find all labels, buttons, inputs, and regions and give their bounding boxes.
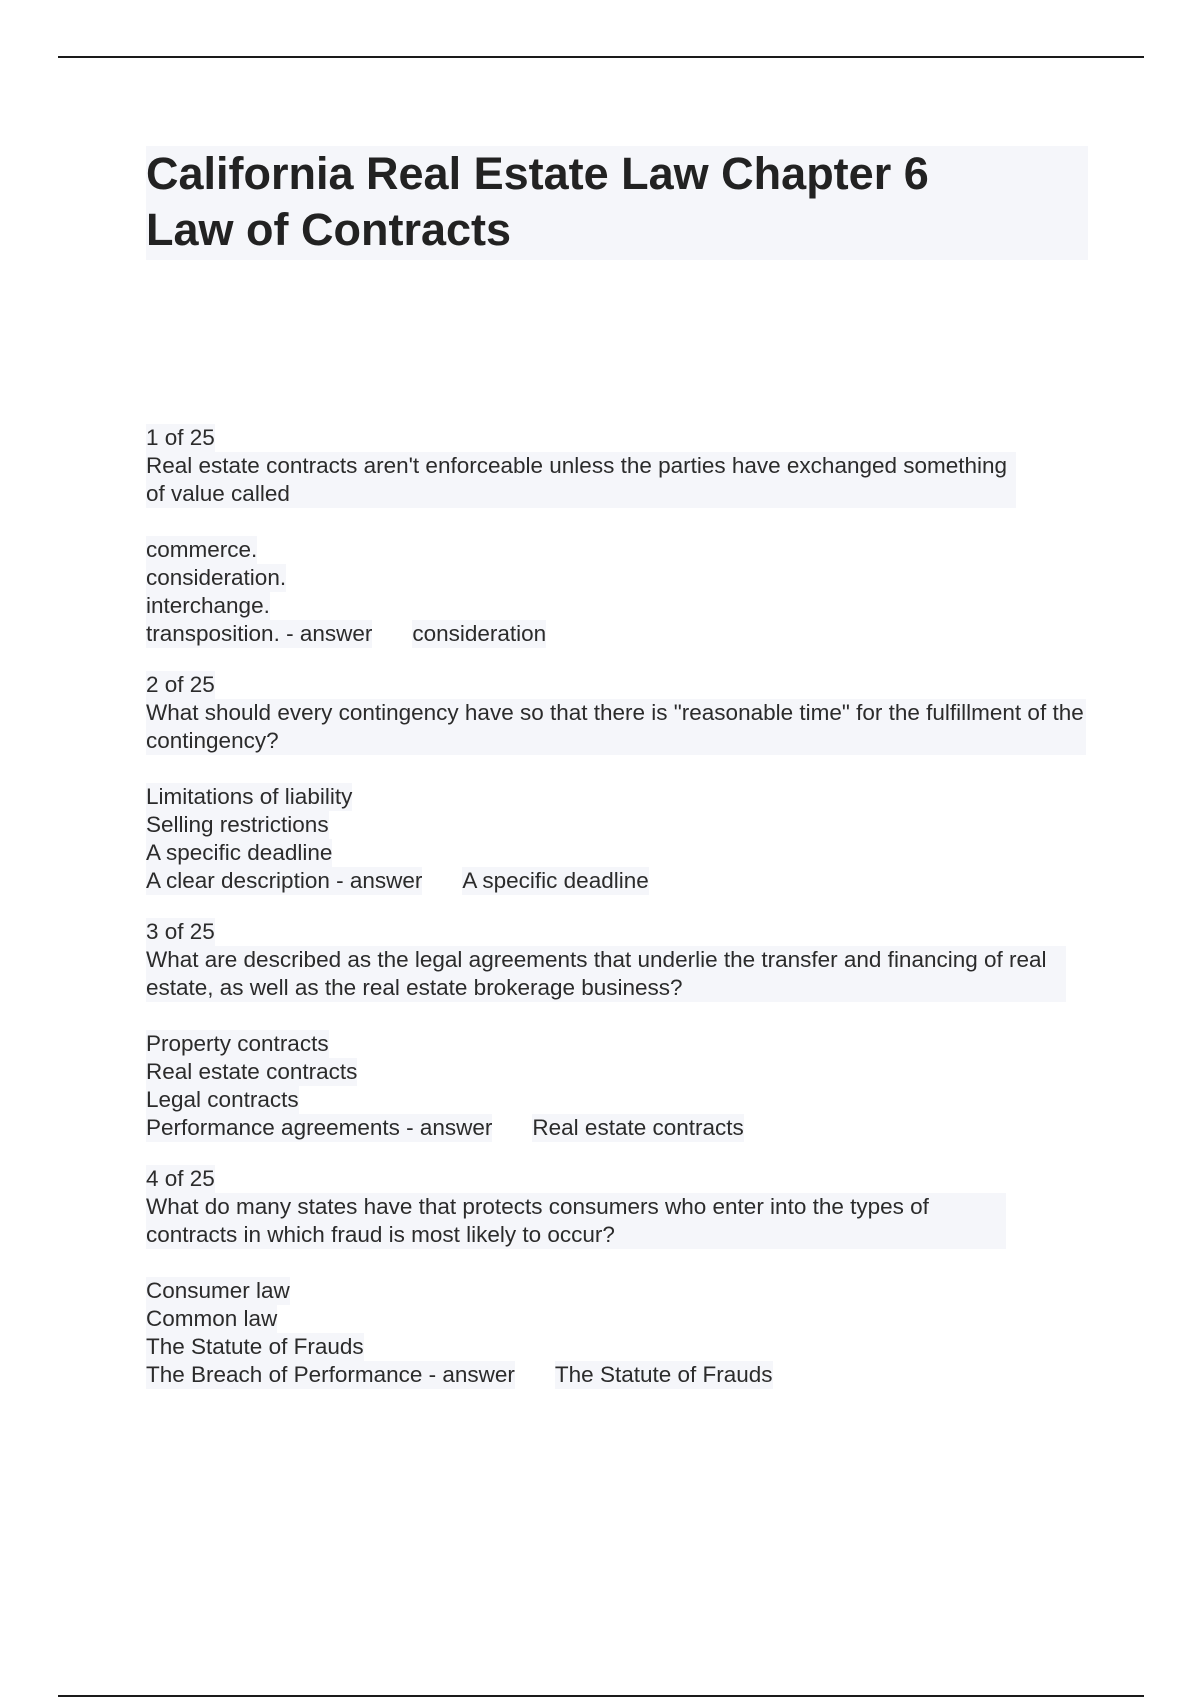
correct-answer: A specific deadline — [462, 868, 649, 893]
question-counter: 3 of 25 — [146, 919, 215, 944]
option-text: commerce. — [146, 537, 258, 562]
option-text-with-answer-marker: Performance agreements - answer — [146, 1115, 493, 1140]
question-item — [146, 918, 1106, 1142]
option-text: interchange. — [146, 593, 270, 618]
page-title-text — [146, 146, 1088, 258]
page-title — [146, 146, 1088, 260]
title-line-1: California Real Estate Law Chapter 6 — [146, 148, 929, 199]
option-text: Limitations of liability — [146, 784, 353, 809]
option-text-with-answer-marker: A clear description - answer — [146, 868, 423, 893]
bottom-rule — [58, 1695, 1144, 1697]
question-prompt: What should every contingency have so that there is "reasonable time" for the fulfillment of the contingency? — [146, 699, 1086, 755]
question-item — [146, 671, 1106, 895]
option-text: Real estate contracts — [146, 1059, 358, 1084]
option-text-with-answer-marker: transposition. - answer — [146, 621, 373, 646]
option-text: Selling restrictions — [146, 812, 329, 837]
correct-answer: The Statute of Frauds — [554, 1362, 773, 1387]
question-prompt: What are described as the legal agreements that underlie the transfer and financing of real estate, as well as the real estate brokerage business? — [146, 946, 1066, 1002]
title-line-2: Law of Contracts — [146, 204, 512, 255]
question-prompt: Real estate contracts aren't enforceable unless the parties have exchanged something of value called — [146, 452, 1016, 508]
option-text: Property contracts — [146, 1031, 329, 1056]
option-text: Legal contracts — [146, 1087, 299, 1112]
question-counter: 1 of 25 — [146, 425, 215, 450]
top-rule — [58, 56, 1144, 58]
option-text-with-answer-marker: The Breach of Performance - answer — [146, 1362, 515, 1387]
correct-answer: consideration — [412, 621, 547, 646]
correct-answer: Real estate contracts — [532, 1115, 744, 1140]
question-counter: 4 of 25 — [146, 1166, 215, 1191]
question-item — [146, 1165, 1106, 1389]
question-prompt: What do many states have that protects consumers who enter into the types of contracts in which fraud is most likely to occur? — [146, 1193, 1006, 1249]
option-text: A specific deadline — [146, 840, 333, 865]
option-text: The Statute of Frauds — [146, 1334, 364, 1359]
question-counter: 2 of 25 — [146, 672, 215, 697]
option-text: Consumer law — [146, 1278, 290, 1303]
option-text: consideration. — [146, 565, 287, 590]
question-item — [146, 424, 1106, 648]
option-text: Common law — [146, 1306, 278, 1331]
question-list — [146, 424, 1106, 1412]
